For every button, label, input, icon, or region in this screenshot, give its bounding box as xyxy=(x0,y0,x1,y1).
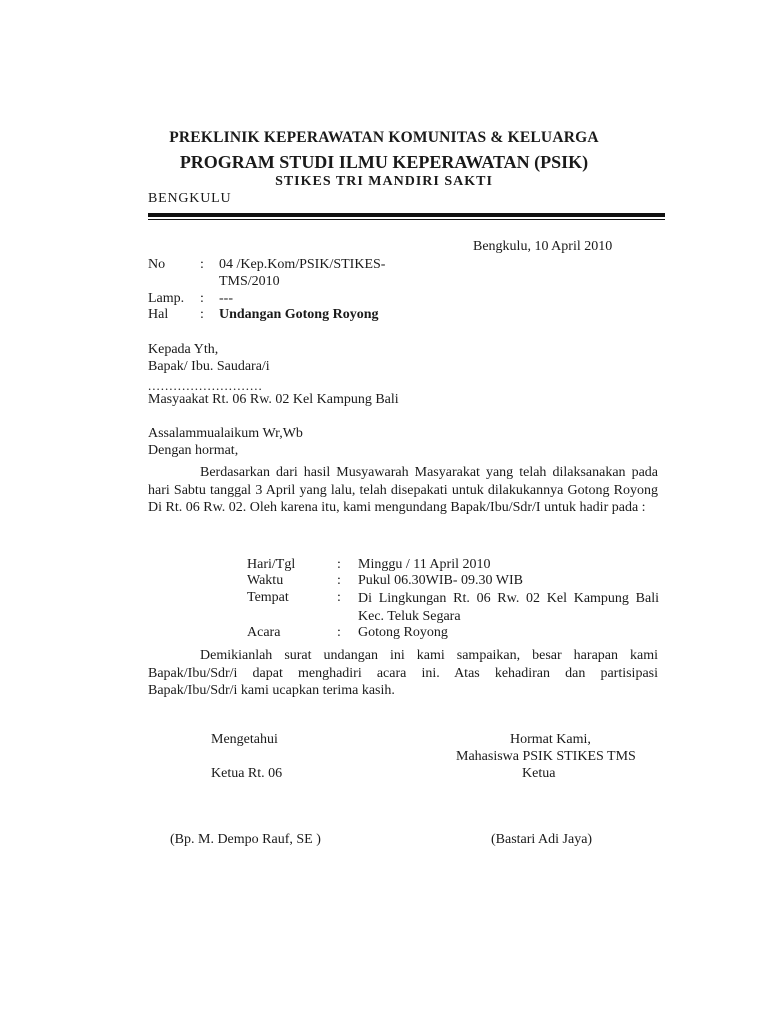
body-paragraph-2: Demikianlah surat undangan ini kami sampaikan, besar harapan kami Bapak/Ibu/Sdr/i dapat menghadiri acara ini. Atas kehadiran dan partisipasi Bapak/Ibu/Sdr/i kami ucapkan terima kasih. xyxy=(148,648,658,698)
signature-right-name: (Bastari Adi Jaya) xyxy=(491,832,593,847)
hal-value: Undangan Gotong Royong xyxy=(219,307,379,322)
signature-right-org: Mahasiswa PSIK STIKES TMS xyxy=(456,749,636,764)
header-rule-thick xyxy=(148,213,665,217)
hal-label: Hal xyxy=(148,307,169,322)
signature-right-role: Ketua xyxy=(522,766,556,781)
detail-tempat-label: Tempat xyxy=(247,590,289,605)
body-paragraph-1: Berdasarkan dari hasil Musyawarah Masyarakat yang telah dilaksanakan pada hari Sabtu tanggal 3 April yang lalu, telah disepakati untuk dilakukannya Gotong Royong Di Rt. 06 Rw. 02. Oleh karena itu, kami mengundang Bapak/Ibu/Sdr/I untuk hadir pada : xyxy=(148,465,658,515)
lamp-label: Lamp. xyxy=(148,291,185,306)
detail-tempat-colon: : xyxy=(337,590,341,605)
header-line-3: STIKES TRI MANDIRI SAKTI xyxy=(275,174,493,189)
header-rule-thin xyxy=(148,219,665,220)
detail-waktu-colon: : xyxy=(337,573,341,588)
recipient-dots: ........................... xyxy=(148,378,263,393)
signature-left-title: Mengetahui xyxy=(211,732,278,747)
header-line-4: BENGKULU xyxy=(148,191,232,206)
no-label: No xyxy=(148,257,166,272)
lamp-value: --- xyxy=(219,291,233,306)
detail-acara-colon: : xyxy=(337,625,341,640)
header-line-1: PREKLINIK KEPERAWATAN KOMUNITAS & KELUARGA xyxy=(169,129,599,146)
detail-hari-value: Minggu / 11 April 2010 xyxy=(358,557,491,572)
no-value-line-2: TMS/2010 xyxy=(219,274,280,289)
greeting-salam: Assalammualaikum Wr,Wb xyxy=(148,426,303,441)
no-colon: : xyxy=(200,257,204,272)
detail-tempat-value: Di Lingkungan Rt. 06 Rw. 02 Kel Kampung Bali Kec. Teluk Segara xyxy=(358,591,659,624)
recipient-line-2: Bapak/ Ibu. Saudara/i xyxy=(148,359,270,374)
detail-acara-label: Acara xyxy=(247,625,281,640)
detail-acara-value: Gotong Royong xyxy=(358,625,448,640)
recipient-line-3: Masyaakat Rt. 06 Rw. 02 Kel Kampung Bali xyxy=(148,392,399,407)
detail-waktu-label: Waktu xyxy=(247,573,284,588)
detail-waktu-value: Pukul 06.30WIB- 09.30 WIB xyxy=(358,573,524,588)
hal-colon: : xyxy=(200,307,204,322)
recipient-line-1: Kepada Yth, xyxy=(148,342,219,357)
detail-hari-label: Hari/Tgl xyxy=(247,557,296,572)
signature-right-title: Hormat Kami, xyxy=(510,732,591,747)
signature-left-name: (Bp. M. Dempo Rauf, SE ) xyxy=(170,832,321,847)
no-value-line-1: 04 /Kep.Kom/PSIK/STIKES- xyxy=(219,257,386,272)
detail-hari-colon: : xyxy=(337,557,341,572)
signature-left-role: Ketua Rt. 06 xyxy=(211,766,283,781)
letter-date: Bengkulu, 10 April 2010 xyxy=(473,239,613,254)
greeting-hormat: Dengan hormat, xyxy=(148,443,239,458)
header-line-2: PROGRAM STUDI ILMU KEPERAWATAN (PSIK) xyxy=(179,152,589,172)
lamp-colon: : xyxy=(200,291,204,306)
